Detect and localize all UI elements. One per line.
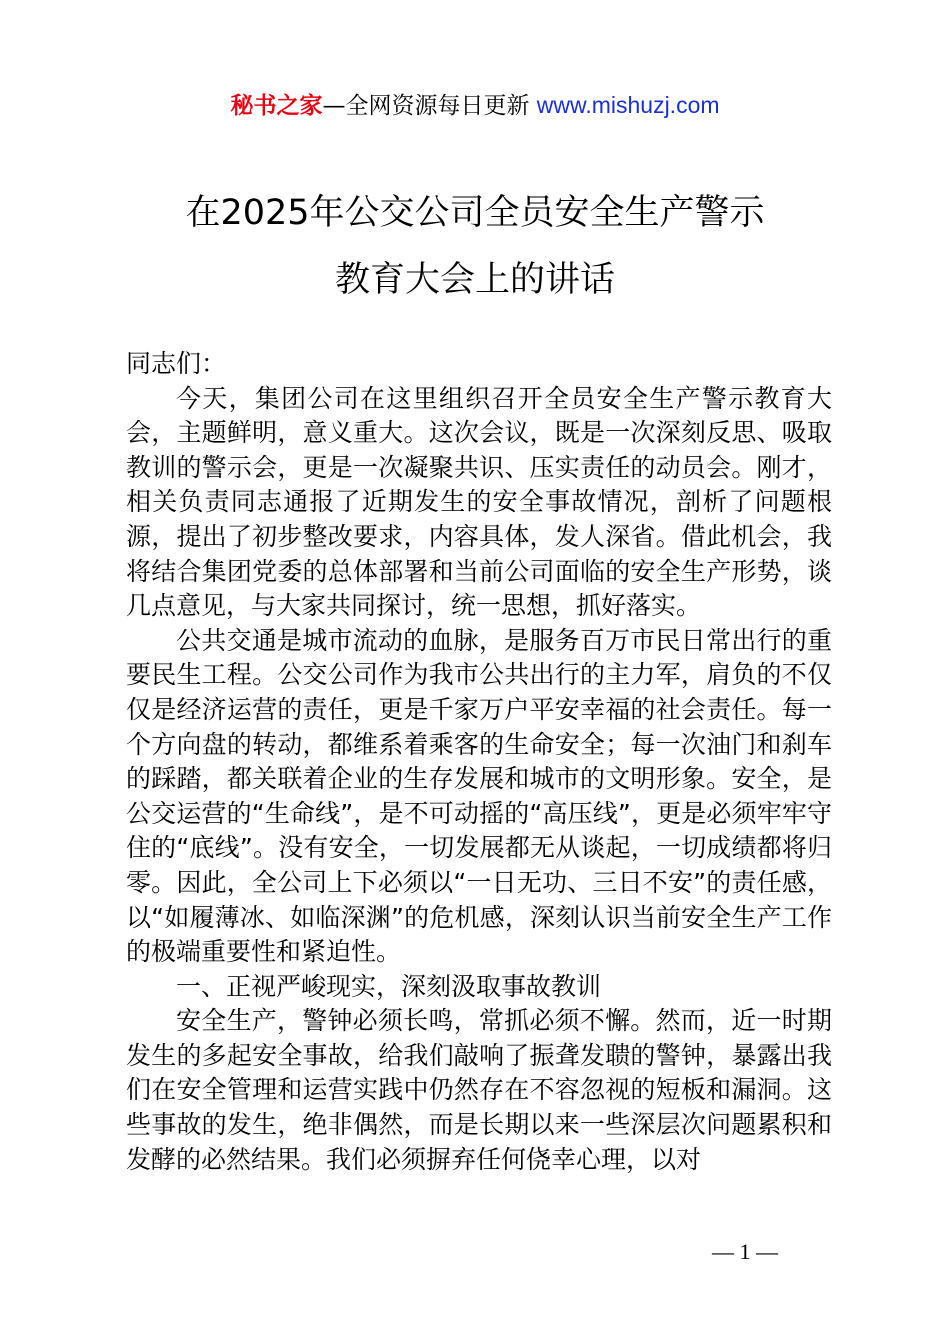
brand-name: 秘书之家 xyxy=(230,93,323,119)
salutation: 同志们： xyxy=(126,349,227,378)
site-url-link[interactable]: www.mishuzj.com xyxy=(536,92,720,118)
paragraph: 安全生产，警钟必须长鸣，常抓必须不懈。然而，近一时期发生的多起安全事故，给我们敲响了振聋发聩的警钟，暴露出我们在安全管理和运营实践中仍然存在不容忽视的短板和漏洞。这些事故的发生，绝非偶然，而是长期以来一些深层次问题累积和发酵的必然结果。我们必须摒弃任何侥幸心理，以对 xyxy=(126,1006,832,1174)
paragraph: 今天，集团公司在这里组织召开全员安全生产警示教育大会，主题鲜明，意义重大。这次会议，既是一次深刻反思、吸取教训的警示会，更是一次凝聚共识、压实责任的动员会。刚才，相关负责同志通报了近期发生的安全事故情况，剖析了问题根源，提出了初步整改要求，内容具体，发人深省。借此机会，我将结合集团党委的总体部署和当前公司面临的安全生产形势，谈几点意见，与大家共同探讨，统一思想，抓好落实。 xyxy=(126,383,832,621)
site-slogan: —全网资源每日更新 xyxy=(322,93,530,119)
page-number: — 1 — xyxy=(712,1239,778,1264)
paragraph: 公共交通是城市流动的血脉，是服务百万市民日常出行的重要民生工程。公交公司作为我市公共出行的主力军，肩负的不仅仅是经济运营的责任，更是千家万户平安幸福的社会责任。每一个方向盘的转动，都维系着乘客的生命安全；每一次油门和刹车的踩踏，都关联着企业的生存发展和城市的文明形象。安全，是公交运营的“生命线”，是不可动摇的“高压线”，更是必须牢牢守住的“底线”。没有安全，一切发展都无从谈起，一切成绩都将归零。因此，全公司上下必须以“一日无功、三日不安”的责任感，以“如履薄冰、如临深渊”的危机感，深刻认识当前安全生产工作的极端重要性和紧迫性。 xyxy=(126,625,832,967)
site-header xyxy=(0,88,950,123)
document-title-line-2: 教育大会上的讲话 xyxy=(334,260,615,300)
document-body xyxy=(126,347,832,1177)
section-heading: 一、正视严峻现实，深刻汲取事故教训 xyxy=(176,971,602,1001)
document-title-line-1: 在2025年公交公司全员安全生产警示 xyxy=(185,193,765,233)
